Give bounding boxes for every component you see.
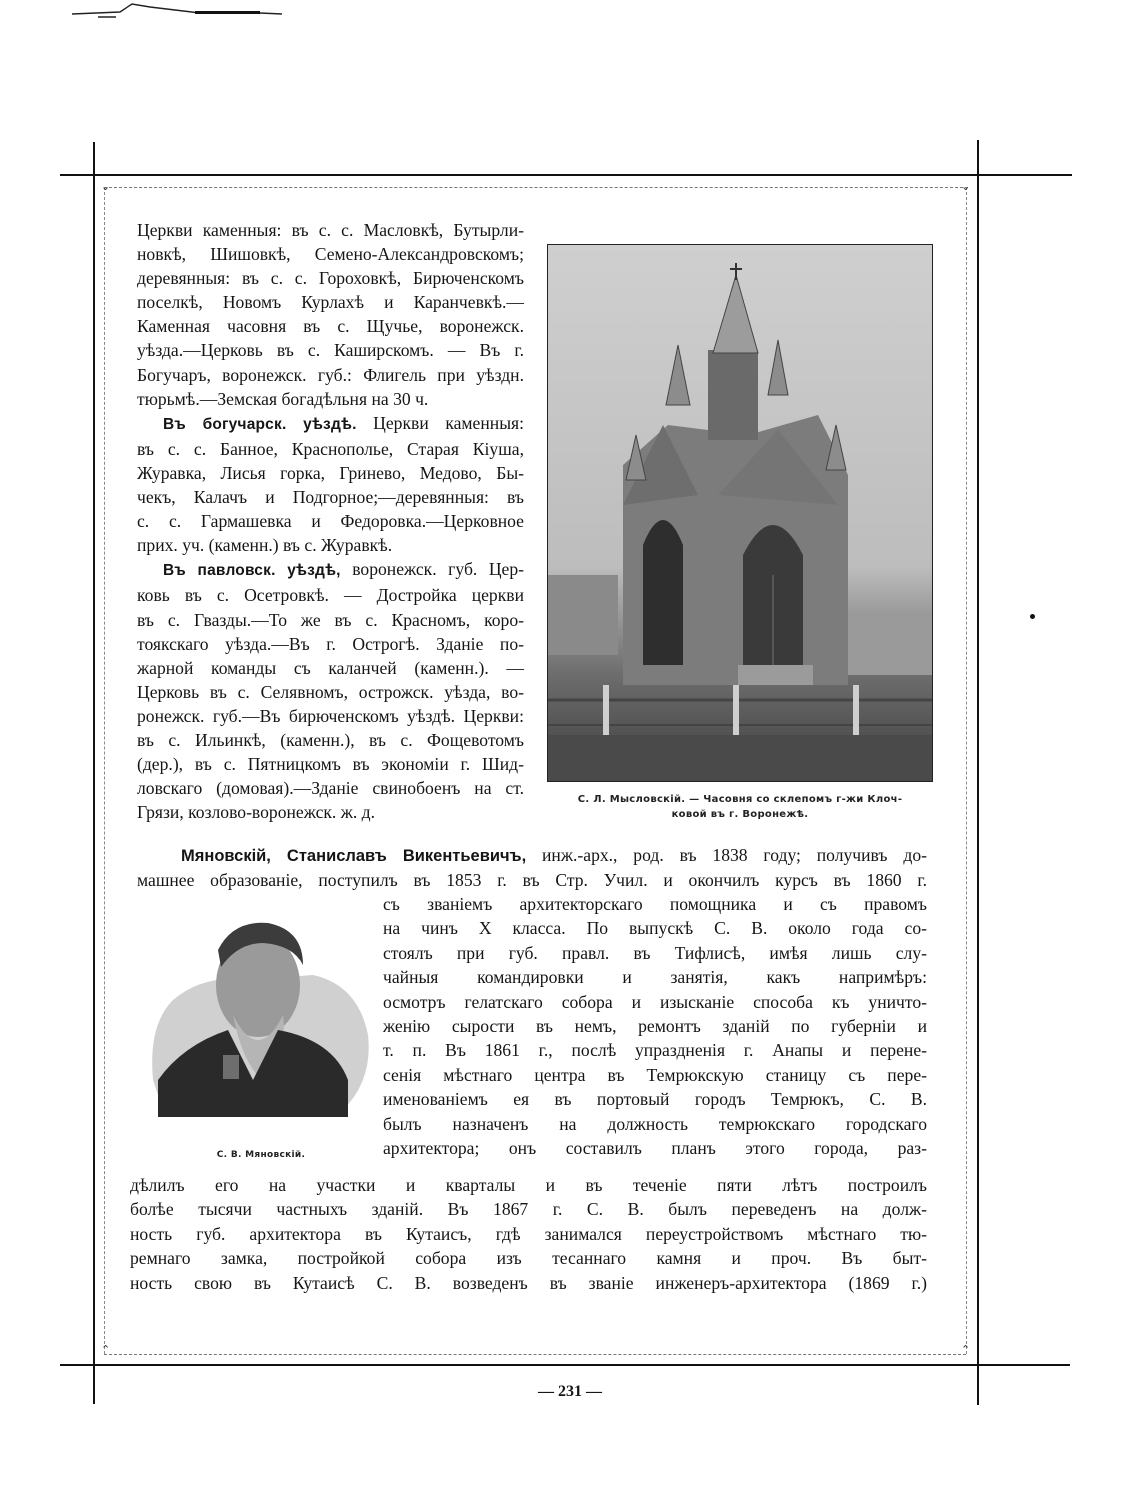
ink-spot	[1030, 614, 1035, 619]
section-heading: Въ богучарск. уѣздѣ.	[163, 415, 357, 433]
inner-frame-top	[104, 187, 968, 188]
text-line: Церковь въ с. Селявномъ, острожск. уѣзда, во-	[137, 681, 524, 702]
text-line: ность губ. архитектора въ Кутаисъ, гдѣ занимался переустройствомъ мѣстнаго тю-	[130, 1223, 927, 1244]
text-line: уѣзда.—Церковь въ с. Каширскомъ. — Въ г.	[137, 340, 524, 361]
frame-right-line	[977, 140, 979, 1405]
text-line: ронежск. губ.—Въ бирюченскомъ уѣздѣ. Церкви:	[137, 705, 524, 726]
text-line: именованіемъ ея въ портовый городъ Темрюкъ, С. В.	[383, 1089, 927, 1110]
text-line	[137, 557, 524, 583]
corner-ornament-icon: ⌄	[961, 180, 971, 193]
chapel-caption	[530, 792, 950, 822]
text-line: Журавка, Лисья горка, Гринево, Медово, Бы-	[137, 462, 524, 483]
text-fragment: Церкви каменныя:	[373, 412, 524, 433]
text-line: на чинъ X класса. По выпускѣ С. В. около года со-	[383, 918, 927, 939]
text-line: чайныя командировки и занятія, какъ напримѣръ:	[383, 967, 927, 988]
text-line: дѣлилъ его на участки и кварталы и въ теченіе пяти лѣтъ построилъ	[130, 1175, 927, 1195]
text-line: прих. уч. (каменн.) въ с. Журавкѣ.	[137, 535, 393, 556]
text-line: ность свою въ Кутаисѣ С. В. возведенъ въ званіе инженеръ-архитектора (1869 г.)	[130, 1272, 927, 1293]
text-line: с. с. Гармашевка и Федоровка.—Церковное	[137, 511, 524, 532]
portrait-caption: С. В. Мяновскій.	[216, 1150, 306, 1160]
frame-bottom-line	[60, 1364, 1070, 1366]
text-line: ремнаго замка, постройкой собора изъ тесаннаго камня и проч. Въ быт-	[130, 1248, 927, 1269]
text-line: Богучаръ, воронежск. губ.: Флигель при уѣздн.	[137, 364, 524, 385]
text-line: Церкви каменныя: въ с. с. Масловкѣ, Бутырли-	[137, 220, 524, 240]
text-line: въ с. Гвазды.—То же въ с. Красномъ, коро-	[137, 609, 524, 630]
text-fragment: воронежск. губ. Цер-	[352, 559, 525, 580]
text-line	[137, 843, 927, 868]
text-fragment: инж.-арх., род. въ 1838 году; получивъ до-	[542, 845, 927, 865]
scan-artifact	[0, 0, 700, 30]
paragraph-boguchar	[137, 411, 524, 558]
paragraph-pavlovsk	[137, 557, 524, 824]
paragraph-voronezh	[137, 218, 524, 411]
chapel-illustration	[548, 245, 932, 781]
text-line: жарной команды съ каланчей (каменн.). —	[137, 657, 524, 678]
text-line: осмотръ гелатскаго собора и изысканіе способа къ уничто-	[383, 991, 927, 1012]
left-text-column	[137, 218, 524, 824]
frame-left-line	[93, 142, 95, 1404]
inner-frame-right	[966, 187, 967, 1354]
text-line: чекъ, Калачъ и Подгорное;—деревянныя: въ	[137, 487, 524, 508]
text-line: архитектора; онъ составилъ планъ этого города, раз-	[383, 1138, 927, 1159]
corner-ornament-icon: ⌃	[961, 1343, 971, 1356]
chapel-photograph	[547, 244, 933, 782]
text-line: ловскаго (домовая).—Зданіе свинобоенъ на ст.	[137, 778, 524, 799]
text-line: Каменная часовня въ с. Щучье, воронежск.	[137, 316, 524, 337]
text-line: машнее образованіе, поступилъ въ 1853 г. въ Стр. Учил. и окончилъ курсъ въ 1860 г.	[137, 870, 927, 891]
biography-bottom-text	[130, 1173, 927, 1295]
text-line: въ с. Ильинкѣ, (каменн.), въ с. Фощевотомъ	[137, 729, 524, 750]
text-line: въ с. с. Банное, Краснополье, Старая Кіуша,	[137, 438, 524, 459]
text-line: тюрьмѣ.—Земская богадѣльня на 30 ч.	[137, 388, 429, 409]
text-line: (дер.), въ с. Пятницкомъ въ экономіи г. Шид-	[137, 754, 524, 775]
text-line: т. п. Въ 1861 г., послѣ упраздненія г. Анапы и перене-	[383, 1040, 927, 1061]
biography-intro	[137, 843, 927, 892]
text-line: деревянныя: въ с. с. Гороховкѣ, Бирюченскомъ	[137, 268, 524, 289]
text-line: былъ назначенъ на должность темрюкскаго городскаго	[383, 1113, 927, 1134]
page-number: — 231 —	[538, 1383, 602, 1400]
corner-ornament-icon: ⌄	[101, 180, 111, 193]
portrait-illustration	[143, 905, 379, 1117]
text-line: ковь въ с. Осетровкѣ. — Достройка церкви	[137, 585, 524, 606]
text-line: Грязи, козлово-воронежск. ж. д.	[137, 802, 376, 823]
text-line: болѣе тысячи частныхъ зданій. Въ 1867 г. С. В. былъ переведенъ на долж-	[130, 1199, 927, 1220]
text-line: новкѣ, Шишовкѣ, Семено-Александровскомъ;	[137, 244, 524, 265]
text-line: съ званіемъ архитекторскаго помощника и съ правомъ	[383, 894, 927, 914]
inner-frame-left	[104, 187, 105, 1354]
text-line: поселкѣ, Новомъ Курлахѣ и Каранчевкѣ.—	[137, 292, 524, 313]
text-line	[137, 411, 524, 437]
caption-line: ковой въ г. Воронежѣ.	[671, 809, 809, 820]
corner-ornament-icon: ⌃	[101, 1343, 111, 1356]
biography-side-text	[383, 892, 927, 1160]
text-line: стоялъ при губ. правл. въ Тифлисѣ, имѣя лишь слу-	[383, 942, 927, 963]
portrait-photograph	[143, 905, 379, 1117]
section-heading: Въ павловск. уѣздѣ,	[163, 562, 341, 580]
text-line: сенія мѣстнаго центра въ Темрюкскую станицу съ пере-	[383, 1064, 927, 1085]
inner-frame-bottom	[104, 1354, 966, 1355]
frame-top-line	[60, 174, 1072, 176]
text-line: тоякскаго уѣзда.—Въ г. Острогѣ. Зданіе по-	[137, 633, 524, 654]
biography-name: Мяновскій, Станиславъ Викентьевичъ,	[181, 847, 527, 865]
text-line: женію сырости въ немъ, ремонтъ зданій по губерніи и	[383, 1016, 927, 1037]
caption-line: С. Л. Мысловскій. — Часовня со склепомъ г-жи Клоч-	[577, 794, 903, 805]
